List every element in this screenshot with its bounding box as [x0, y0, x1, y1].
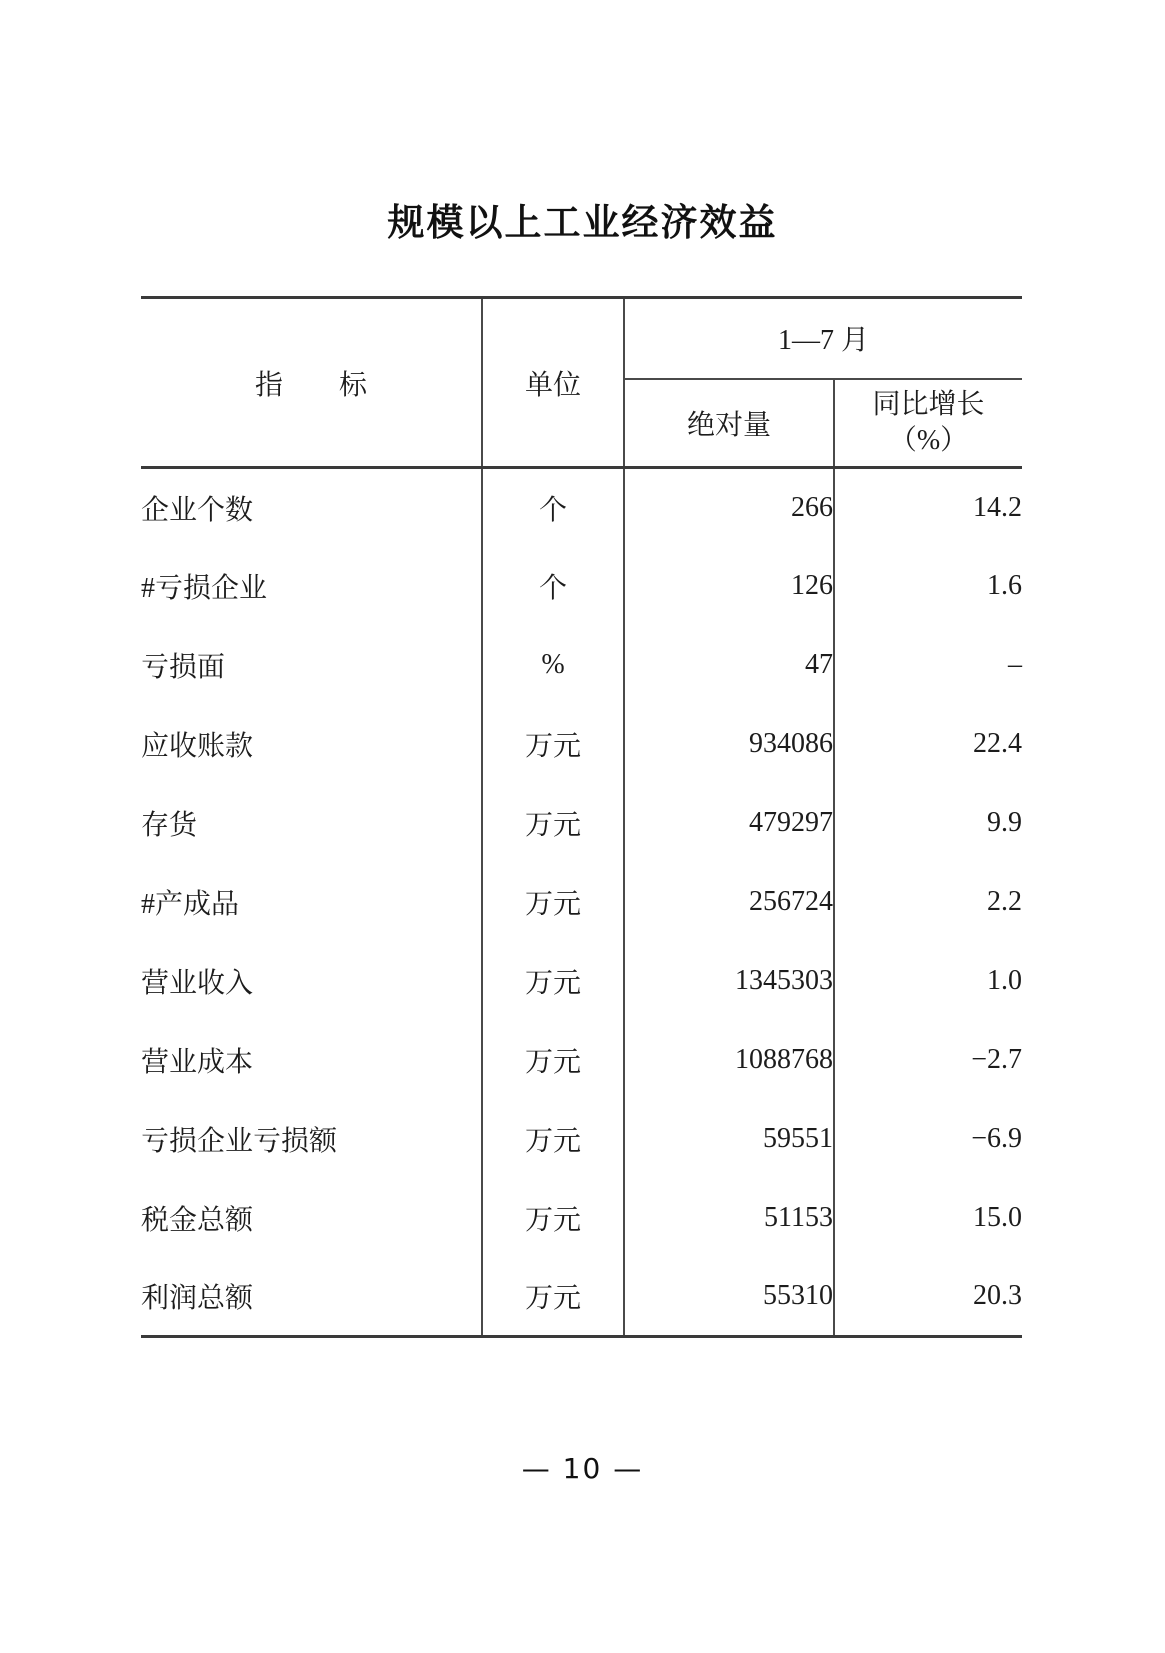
table-header: [141, 298, 1022, 468]
table-row: [141, 1258, 1022, 1337]
header-unit: 单位: [482, 298, 624, 468]
yoy-cell: 2.2: [834, 863, 1022, 942]
indicator-cell: 企业个数: [141, 468, 482, 547]
yoy-cell: 9.9: [834, 784, 1022, 863]
yoy-cell: 20.3: [834, 1258, 1022, 1337]
indicator-cell: 存货: [141, 784, 482, 863]
absolute-cell: 47: [624, 626, 834, 705]
yoy-cell: −2.7: [834, 1021, 1022, 1100]
header-indicator: 指 标: [141, 298, 482, 468]
stats-table: [141, 296, 1022, 1338]
table-row: [141, 547, 1022, 626]
indicator-cell: 税金总额: [141, 1179, 482, 1258]
unit-cell: 万元: [482, 1021, 624, 1100]
table-row: [141, 863, 1022, 942]
page-title: 规模以上工业经济效益: [387, 202, 778, 243]
indicator-cell: 应收账款: [141, 705, 482, 784]
unit-cell: %: [482, 626, 624, 705]
header-yoy-growth-line2: （%）: [888, 424, 969, 456]
unit-cell: 个: [482, 468, 624, 547]
table-row: [141, 1179, 1022, 1258]
page-number: — 10 —: [521, 1452, 644, 1485]
header-yoy-growth-line1: 同比增长: [872, 388, 985, 420]
absolute-cell: 479297: [624, 784, 834, 863]
absolute-cell: 1088768: [624, 1021, 834, 1100]
absolute-cell: 51153: [624, 1179, 834, 1258]
yoy-cell: 1.0: [834, 942, 1022, 1021]
unit-cell: 万元: [482, 705, 624, 784]
table-row: [141, 1100, 1022, 1179]
unit-cell: 万元: [482, 863, 624, 942]
absolute-cell: 266: [624, 468, 834, 547]
table-body: [141, 468, 1022, 1337]
absolute-cell: 126: [624, 547, 834, 626]
unit-cell: 万元: [482, 1179, 624, 1258]
indicator-cell: 利润总额: [141, 1258, 482, 1337]
yoy-cell: 14.2: [834, 468, 1022, 547]
table-row: [141, 784, 1022, 863]
yoy-cell: 22.4: [834, 705, 1022, 784]
absolute-cell: 256724: [624, 863, 834, 942]
indicator-cell: #产成品: [141, 863, 482, 942]
absolute-cell: 55310: [624, 1258, 834, 1337]
header-absolute: 绝对量: [624, 379, 834, 468]
table-row: [141, 1021, 1022, 1100]
indicator-cell: 亏损企业亏损额: [141, 1100, 482, 1179]
yoy-cell: −6.9: [834, 1100, 1022, 1179]
unit-cell: 万元: [482, 1258, 624, 1337]
absolute-cell: 1345303: [624, 942, 834, 1021]
header-yoy-growth: [834, 379, 1022, 468]
unit-cell: 万元: [482, 1100, 624, 1179]
indicator-cell: 营业收入: [141, 942, 482, 1021]
indicator-cell: 营业成本: [141, 1021, 482, 1100]
table-row: [141, 626, 1022, 705]
absolute-cell: 934086: [624, 705, 834, 784]
table-row: [141, 468, 1022, 547]
yoy-cell: 15.0: [834, 1179, 1022, 1258]
table-row: [141, 705, 1022, 784]
absolute-cell: 59551: [624, 1100, 834, 1179]
yoy-cell: 1.6: [834, 547, 1022, 626]
indicator-cell: #亏损企业: [141, 547, 482, 626]
yoy-cell: –: [834, 626, 1022, 705]
unit-cell: 万元: [482, 784, 624, 863]
unit-cell: 万元: [482, 942, 624, 1021]
header-period: 1—7 月: [624, 298, 1022, 379]
unit-cell: 个: [482, 547, 624, 626]
indicator-cell: 亏损面: [141, 626, 482, 705]
table-row: [141, 942, 1022, 1021]
